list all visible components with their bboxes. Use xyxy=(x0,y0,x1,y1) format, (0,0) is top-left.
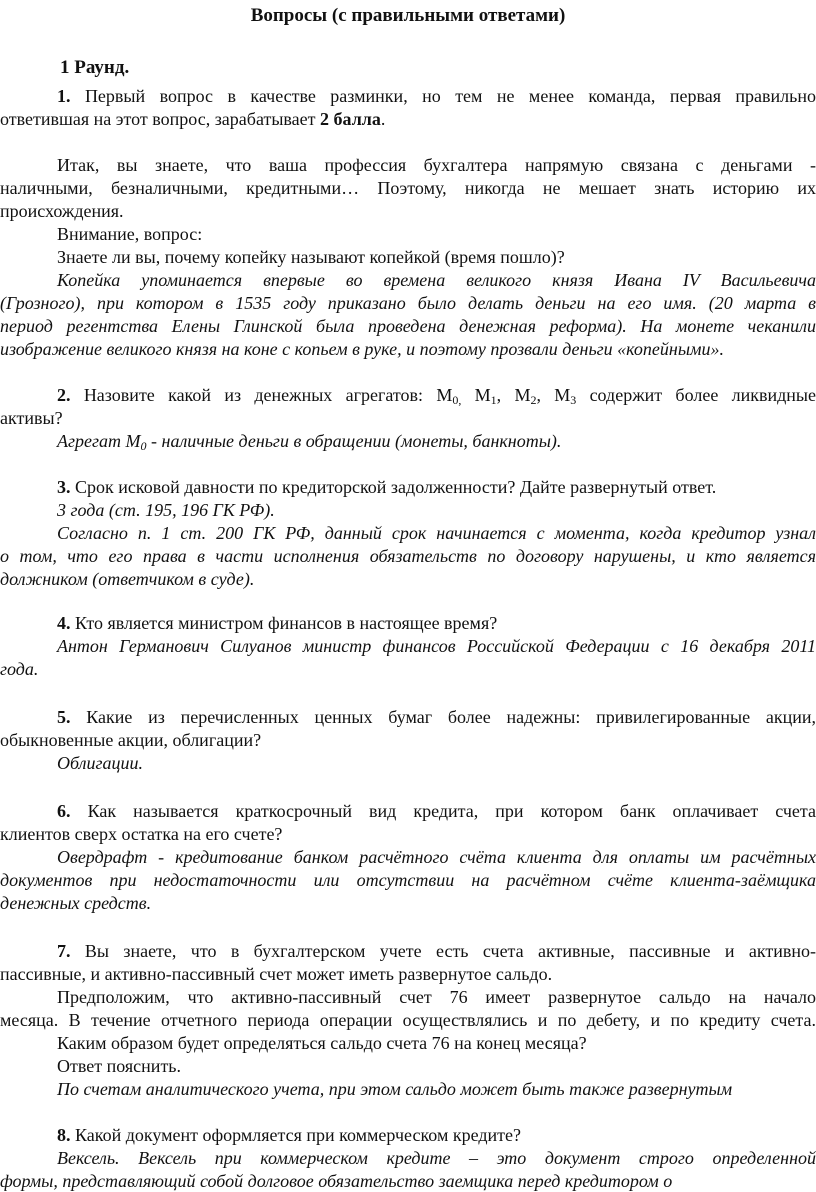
q8-text-1: Какой документ оформляется при коммерческом кредите? xyxy=(75,1125,521,1145)
q2-m1: М xyxy=(461,385,491,405)
q7-number: 7. xyxy=(57,941,71,961)
q7-line-2: пассивные, и активно-пассивный счет может иметь развернутое сальдо. xyxy=(0,964,553,984)
q7-answer: По счетам аналитического учета, при этом сальдо может быть также развернутым xyxy=(57,1079,733,1099)
q1-text-2c: . xyxy=(380,109,386,129)
q7-para3: Каким образом будет определяться сальдо счета 76 на конец месяца? xyxy=(57,1033,587,1053)
round-heading: 1 Раунд. xyxy=(60,57,130,78)
q4-line-1 xyxy=(0,612,816,634)
q3-number: 3. xyxy=(57,477,71,497)
q1-intro-line-2: наличными, безналичными, кредитными… Поэтому, никогда не мешает знать историю их xyxy=(0,178,816,198)
q8-number: 8. xyxy=(57,1125,71,1145)
q1-text-2a: ответившая на этот вопрос, зарабатывает xyxy=(0,109,321,129)
q2-answer-a: Агрегат М xyxy=(57,431,141,451)
q2-number: 2. xyxy=(57,385,71,405)
q7-line-1 xyxy=(0,940,816,962)
q3-answer-line-3: о том, что его права в части исполнения обязательств по договору нарушены, и кто является xyxy=(0,546,816,566)
q2-sub-0: 0, xyxy=(452,393,462,407)
q5-text-1: Какие из перечисленных ценных бумаг более надежны: привилегированные акции, xyxy=(86,707,816,727)
q2-m3: , М xyxy=(536,385,571,405)
q5-line-1 xyxy=(0,706,816,728)
q6-answer-line-1: Овердрафт - кредитование банком расчётного счёта клиента для оплаты им расчётных xyxy=(57,847,816,867)
q8-answer-line-2: формы, представляющий собой долговое обязательство заемщика перед кредитором о xyxy=(0,1171,673,1191)
q2-sub-2: 2 xyxy=(530,393,537,407)
q2-text-1a: Назовите какой из денежных агрегатов: М xyxy=(83,385,453,405)
q2-line-2: активы? xyxy=(0,408,63,428)
q4-answer-line-1: Антон Германович Силуанов министр финансов Российской Федерации с 16 декабря 2011 xyxy=(57,636,816,656)
q5-line-2: обыкновенные акции, облигации? xyxy=(0,730,262,750)
q3-text-1: Срок исковой давности по кредиторской задолженности? Дайте развернутый ответ. xyxy=(75,477,717,497)
q3-answer-line-2: Согласно п. 1 ст. 200 ГК РФ, данный срок начинается с момента, когда кредитор узнал xyxy=(57,523,816,543)
q8-answer-line-1: Вексель. Вексель при коммерческом кредите – это документ строго определенной xyxy=(57,1148,816,1168)
q5-number: 5. xyxy=(57,707,71,727)
q6-number: 6. xyxy=(57,801,71,821)
q5-answer: Облигации. xyxy=(57,753,143,773)
q1-answer-line-1: Копейка упоминается впервые во времена великого князя Ивана IV Васильевича xyxy=(57,270,816,290)
q4-answer-line-2: года. xyxy=(0,659,39,679)
q4-number: 4. xyxy=(57,613,71,633)
q4-text-1: Кто является министром финансов в настоящее время? xyxy=(75,613,498,633)
q1-line-2 xyxy=(0,108,816,130)
q2-line-1 xyxy=(0,384,816,406)
q1-text-1: Первый вопрос в качестве разминки, но тем не менее команда, первая правильно xyxy=(84,86,816,106)
q1-answer-line-2: (Грозного), при котором в 1535 году приказано было делать деньги на его имя. (20 марта в xyxy=(0,293,816,313)
q2-sub-1: 1 xyxy=(490,393,497,407)
q2-m2: , М xyxy=(496,385,531,405)
q1-answer-line-4: изображение великого князя на коне с копьем в руке, и поэтому прозвали деньги «копейными». xyxy=(0,339,724,359)
q7-para2-line-2: месяца. В течение отчетного периода операции осуществлялись и по дебету, и по кредиту счета. xyxy=(0,1010,816,1030)
q2-answer-sub: 0 xyxy=(140,439,147,453)
q3-line-1 xyxy=(0,476,816,498)
q6-text-1: Как называется краткосрочный вид кредита, при котором банк оплачивает счета xyxy=(87,801,816,821)
q7-para2-line-1: Предположим, что активно-пассивный счет 76 имеет развернутое сальдо на начало xyxy=(57,987,816,1007)
q6-answer-line-3: денежных средств. xyxy=(0,893,152,913)
document-title: Вопросы (с правильными ответами) xyxy=(250,5,566,26)
q2-sub-3: 3 xyxy=(570,393,577,407)
q8-line-1 xyxy=(0,1124,816,1146)
q1-intro-line-3: происхождения. xyxy=(0,201,124,221)
q1-question: Знаете ли вы, почему копейку называют копейкой (время пошло)? xyxy=(57,247,565,267)
q2-answer xyxy=(0,430,816,452)
q6-answer-line-2: документов при недостаточности или отсутствии на расчётном счёте клиента-заёмщика xyxy=(0,870,816,890)
q1-intro-line-1: Итак, вы знаете, что ваша профессия бухгалтера напрямую связана с деньгами - xyxy=(57,155,816,175)
q3-answer-line-4: должником (ответчиком в суде). xyxy=(0,569,255,589)
q1-number: 1. xyxy=(57,86,71,106)
q1-attention: Внимание, вопрос: xyxy=(57,224,203,244)
q7-text-1: Вы знаете, что в бухгалтерском учете есть счета активные, пассивные и активно- xyxy=(84,941,816,961)
q7-para4: Ответ пояснить. xyxy=(57,1056,182,1076)
q3-answer-line-1: 3 года (ст. 195, 196 ГК РФ). xyxy=(57,500,275,520)
q2-text-1b: содержит более ликвидные xyxy=(576,385,816,405)
q1-answer-line-3: период регентства Елены Глинской была проведена денежная реформа). На монете чеканили xyxy=(0,316,816,336)
q1-line-1 xyxy=(0,85,816,107)
q2-answer-b: - наличные деньги в обращении (монеты, банкноты). xyxy=(146,431,562,451)
q6-line-1 xyxy=(0,800,816,822)
q1-points: 2 балла xyxy=(320,109,381,129)
q6-line-2: клиентов сверх остатка на его счете? xyxy=(0,824,283,844)
